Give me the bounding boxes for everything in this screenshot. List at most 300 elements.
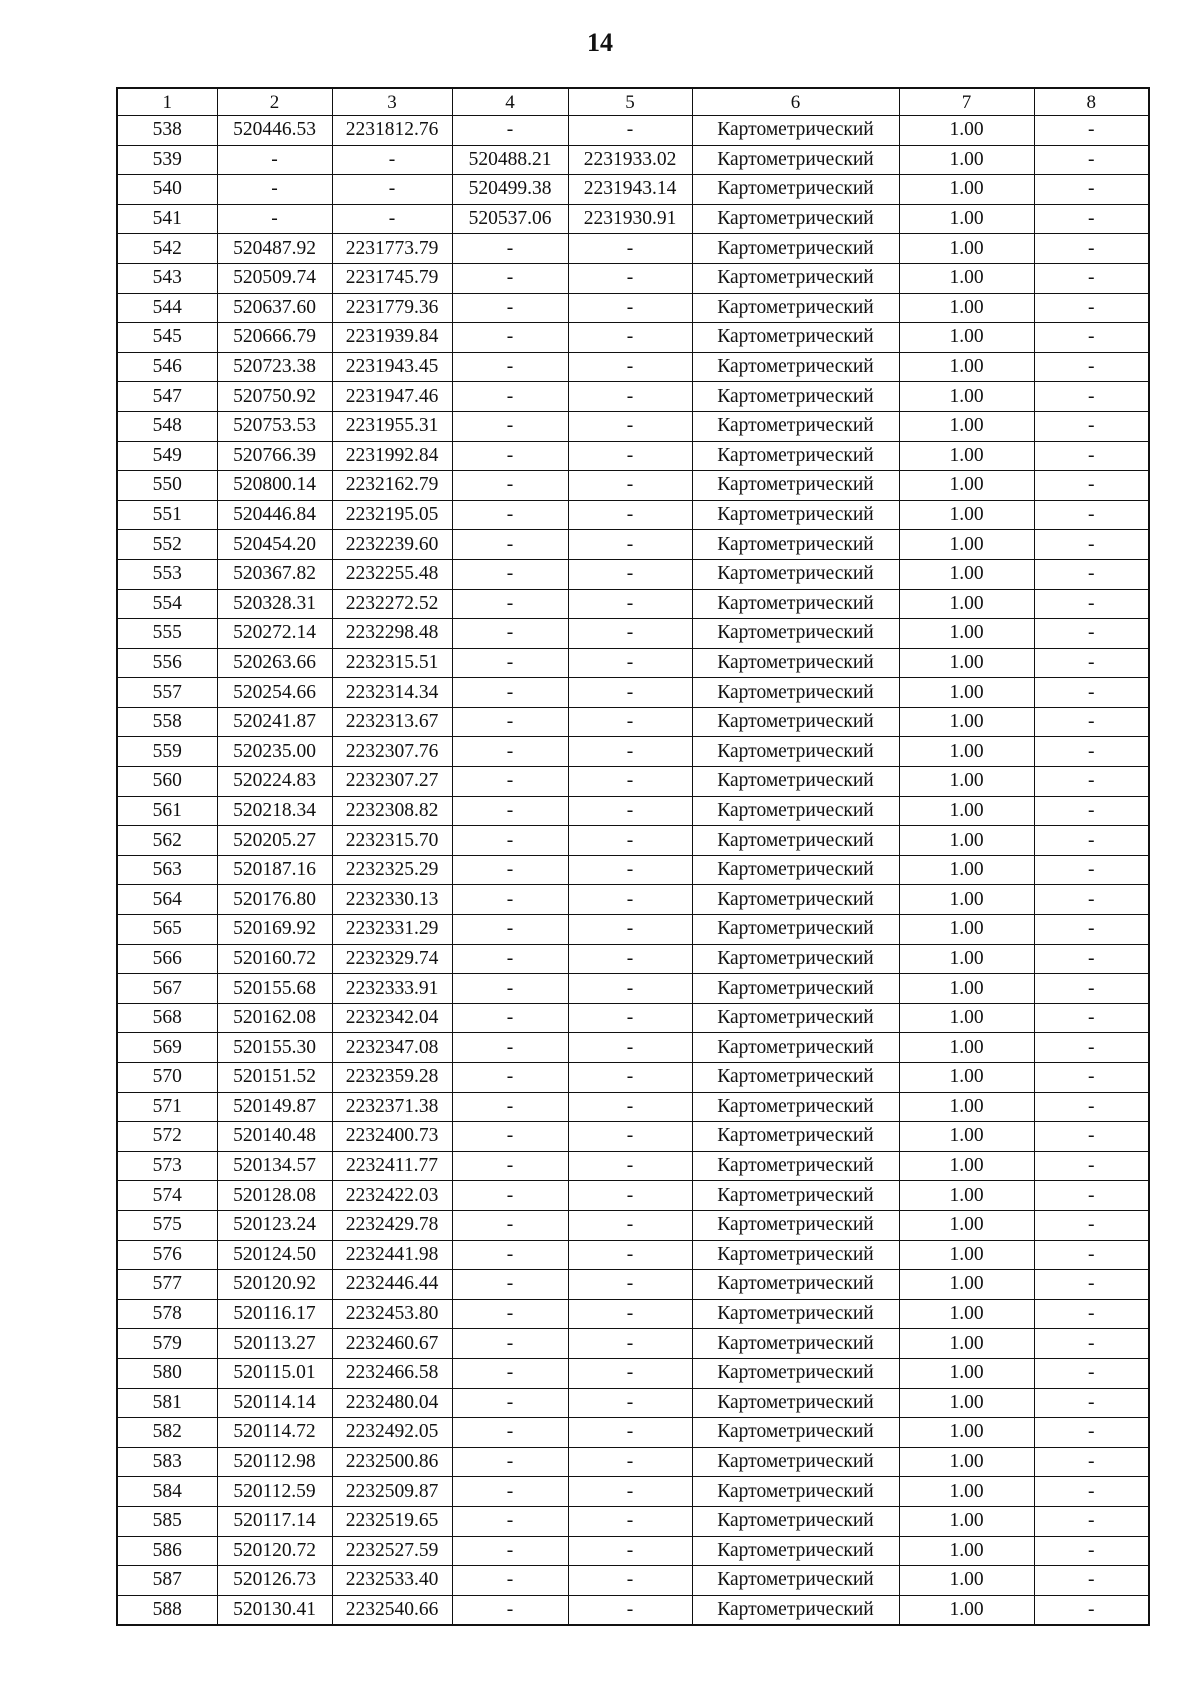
x-coordinate-cell: 520454.20 xyxy=(217,530,332,560)
y-coordinate-cell: 2232331.29 xyxy=(332,915,452,945)
y-coordinate-cell: 2232255.48 xyxy=(332,559,452,589)
x-coordinate-cell: 520117.14 xyxy=(217,1506,332,1536)
note-cell: - xyxy=(1034,1566,1149,1596)
point-number-cell: 550 xyxy=(117,471,217,501)
note-cell: - xyxy=(1034,826,1149,856)
note-cell: - xyxy=(1034,530,1149,560)
table-row xyxy=(117,1595,1149,1625)
y-coordinate-cell: 2232533.40 xyxy=(332,1566,452,1596)
accuracy-cell: 1.00 xyxy=(899,1151,1034,1181)
y-coordinate-cell: 2231779.36 xyxy=(332,293,452,323)
point-number-cell: 578 xyxy=(117,1299,217,1329)
point-number-cell: 588 xyxy=(117,1595,217,1625)
note-cell: - xyxy=(1034,411,1149,441)
table-row xyxy=(117,530,1149,560)
note-cell: - xyxy=(1034,1536,1149,1566)
y-new-cell: - xyxy=(568,826,692,856)
method-cell: Картометрический xyxy=(692,382,899,412)
y-new-cell: - xyxy=(568,767,692,797)
note-cell: - xyxy=(1034,1358,1149,1388)
x-new-cell: - xyxy=(452,826,568,856)
x-coordinate-cell: 520666.79 xyxy=(217,323,332,353)
point-number-cell: 543 xyxy=(117,263,217,293)
accuracy-cell: 1.00 xyxy=(899,678,1034,708)
x-coordinate-cell: 520328.31 xyxy=(217,589,332,619)
y-new-cell: - xyxy=(568,1092,692,1122)
y-coordinate-cell: 2232500.86 xyxy=(332,1447,452,1477)
x-coordinate-cell: 520128.08 xyxy=(217,1181,332,1211)
method-cell: Картометрический xyxy=(692,441,899,471)
x-coordinate-cell: 520114.72 xyxy=(217,1418,332,1448)
note-cell: - xyxy=(1034,1003,1149,1033)
table-row xyxy=(117,826,1149,856)
y-new-cell: - xyxy=(568,323,692,353)
accuracy-cell: 1.00 xyxy=(899,500,1034,530)
table-row xyxy=(117,1447,1149,1477)
x-coordinate-cell: 520753.53 xyxy=(217,411,332,441)
y-new-cell: - xyxy=(568,1181,692,1211)
table-row xyxy=(117,1003,1149,1033)
x-coordinate-cell: 520162.08 xyxy=(217,1003,332,1033)
x-new-cell: - xyxy=(452,974,568,1004)
accuracy-cell: 1.00 xyxy=(899,323,1034,353)
y-coordinate-cell: - xyxy=(332,145,452,175)
note-cell: - xyxy=(1034,263,1149,293)
y-new-cell: - xyxy=(568,1033,692,1063)
x-coordinate-cell: - xyxy=(217,204,332,234)
point-number-cell: 563 xyxy=(117,855,217,885)
y-coordinate-cell: 2232540.66 xyxy=(332,1595,452,1625)
coordinates-table xyxy=(116,87,1150,1626)
note-cell: - xyxy=(1034,116,1149,146)
x-coordinate-cell: 520112.59 xyxy=(217,1477,332,1507)
y-new-cell: - xyxy=(568,1003,692,1033)
method-cell: Картометрический xyxy=(692,767,899,797)
y-new-cell: - xyxy=(568,855,692,885)
y-new-cell: - xyxy=(568,944,692,974)
accuracy-cell: 1.00 xyxy=(899,737,1034,767)
y-coordinate-cell: 2231955.31 xyxy=(332,411,452,441)
x-coordinate-cell: 520263.66 xyxy=(217,648,332,678)
y-new-cell: - xyxy=(568,1151,692,1181)
method-cell: Картометрический xyxy=(692,1329,899,1359)
accuracy-cell: 1.00 xyxy=(899,116,1034,146)
x-new-cell: - xyxy=(452,648,568,678)
y-coordinate-cell: 2231992.84 xyxy=(332,441,452,471)
note-cell: - xyxy=(1034,1447,1149,1477)
note-cell: - xyxy=(1034,678,1149,708)
method-cell: Картометрический xyxy=(692,1122,899,1152)
x-new-cell: - xyxy=(452,441,568,471)
point-number-cell: 565 xyxy=(117,915,217,945)
method-cell: Картометрический xyxy=(692,145,899,175)
table-body xyxy=(117,88,1149,1625)
table-row xyxy=(117,1210,1149,1240)
table-row xyxy=(117,678,1149,708)
note-cell: - xyxy=(1034,1595,1149,1625)
method-cell: Картометрический xyxy=(692,1063,899,1093)
note-cell: - xyxy=(1034,974,1149,1004)
note-cell: - xyxy=(1034,145,1149,175)
method-cell: Картометрический xyxy=(692,1477,899,1507)
y-new-cell: - xyxy=(568,441,692,471)
method-cell: Картометрический xyxy=(692,1240,899,1270)
method-cell: Картометрический xyxy=(692,915,899,945)
y-coordinate-cell: 2231939.84 xyxy=(332,323,452,353)
accuracy-cell: 1.00 xyxy=(899,974,1034,1004)
accuracy-cell: 1.00 xyxy=(899,767,1034,797)
accuracy-cell: 1.00 xyxy=(899,1358,1034,1388)
point-number-cell: 547 xyxy=(117,382,217,412)
point-number-cell: 583 xyxy=(117,1447,217,1477)
x-new-cell: - xyxy=(452,382,568,412)
x-coordinate-cell: 520123.24 xyxy=(217,1210,332,1240)
y-coordinate-cell: 2232330.13 xyxy=(332,885,452,915)
table-row xyxy=(117,263,1149,293)
y-coordinate-cell: 2232162.79 xyxy=(332,471,452,501)
x-coordinate-cell: 520235.00 xyxy=(217,737,332,767)
method-cell: Картометрический xyxy=(692,589,899,619)
x-new-cell: - xyxy=(452,944,568,974)
y-new-cell: - xyxy=(568,1240,692,1270)
note-cell: - xyxy=(1034,1181,1149,1211)
accuracy-cell: 1.00 xyxy=(899,1003,1034,1033)
y-new-cell: - xyxy=(568,559,692,589)
note-cell: - xyxy=(1034,885,1149,915)
note-cell: - xyxy=(1034,648,1149,678)
y-coordinate-cell: 2232315.70 xyxy=(332,826,452,856)
table-row xyxy=(117,619,1149,649)
x-coordinate-cell: 520241.87 xyxy=(217,707,332,737)
note-cell: - xyxy=(1034,323,1149,353)
table-row xyxy=(117,1063,1149,1093)
accuracy-cell: 1.00 xyxy=(899,619,1034,649)
x-new-cell: - xyxy=(452,707,568,737)
y-coordinate-cell: 2232333.91 xyxy=(332,974,452,1004)
point-number-cell: 587 xyxy=(117,1566,217,1596)
method-cell: Картометрический xyxy=(692,855,899,885)
table-row xyxy=(117,1299,1149,1329)
point-number-cell: 560 xyxy=(117,767,217,797)
x-coordinate-cell: 520114.14 xyxy=(217,1388,332,1418)
point-number-cell: 576 xyxy=(117,1240,217,1270)
point-number-cell: 553 xyxy=(117,559,217,589)
x-new-cell: - xyxy=(452,1566,568,1596)
accuracy-cell: 1.00 xyxy=(899,1299,1034,1329)
table-row xyxy=(117,1506,1149,1536)
x-new-cell: - xyxy=(452,1122,568,1152)
note-cell: - xyxy=(1034,737,1149,767)
x-coordinate-cell: 520637.60 xyxy=(217,293,332,323)
column-header: 2 xyxy=(217,88,332,116)
method-cell: Картометрический xyxy=(692,1092,899,1122)
x-coordinate-cell: 520205.27 xyxy=(217,826,332,856)
y-coordinate-cell: - xyxy=(332,175,452,205)
y-new-cell: 2231930.91 xyxy=(568,204,692,234)
x-coordinate-cell: 520151.52 xyxy=(217,1063,332,1093)
table-row xyxy=(117,500,1149,530)
point-number-cell: 546 xyxy=(117,352,217,382)
x-coordinate-cell: 520367.82 xyxy=(217,559,332,589)
y-new-cell: 2231943.14 xyxy=(568,175,692,205)
accuracy-cell: 1.00 xyxy=(899,530,1034,560)
accuracy-cell: 1.00 xyxy=(899,263,1034,293)
accuracy-cell: 1.00 xyxy=(899,1329,1034,1359)
accuracy-cell: 1.00 xyxy=(899,1477,1034,1507)
accuracy-cell: 1.00 xyxy=(899,204,1034,234)
method-cell: Картометрический xyxy=(692,974,899,1004)
table-row xyxy=(117,234,1149,264)
point-number-cell: 549 xyxy=(117,441,217,471)
point-number-cell: 586 xyxy=(117,1536,217,1566)
point-number-cell: 564 xyxy=(117,885,217,915)
x-coordinate-cell: 520723.38 xyxy=(217,352,332,382)
x-new-cell: - xyxy=(452,767,568,797)
note-cell: - xyxy=(1034,1210,1149,1240)
y-new-cell: - xyxy=(568,1210,692,1240)
y-new-cell: - xyxy=(568,500,692,530)
accuracy-cell: 1.00 xyxy=(899,589,1034,619)
accuracy-cell: 1.00 xyxy=(899,1506,1034,1536)
point-number-cell: 555 xyxy=(117,619,217,649)
table-row xyxy=(117,1536,1149,1566)
note-cell: - xyxy=(1034,1270,1149,1300)
y-coordinate-cell: 2232314.34 xyxy=(332,678,452,708)
y-new-cell: - xyxy=(568,707,692,737)
note-cell: - xyxy=(1034,915,1149,945)
point-number-cell: 539 xyxy=(117,145,217,175)
point-number-cell: 548 xyxy=(117,411,217,441)
method-cell: Картометрический xyxy=(692,263,899,293)
page-number: 14 xyxy=(587,28,613,57)
y-coordinate-cell: 2232308.82 xyxy=(332,796,452,826)
x-coordinate-cell: 520487.92 xyxy=(217,234,332,264)
x-coordinate-cell: 520750.92 xyxy=(217,382,332,412)
y-coordinate-cell: 2232195.05 xyxy=(332,500,452,530)
note-cell: - xyxy=(1034,352,1149,382)
x-coordinate-cell: 520800.14 xyxy=(217,471,332,501)
note-cell: - xyxy=(1034,175,1149,205)
table-row xyxy=(117,1033,1149,1063)
y-coordinate-cell: 2232453.80 xyxy=(332,1299,452,1329)
table-row xyxy=(117,915,1149,945)
table-row xyxy=(117,885,1149,915)
accuracy-cell: 1.00 xyxy=(899,796,1034,826)
y-coordinate-cell: 2231947.46 xyxy=(332,382,452,412)
method-cell: Картометрический xyxy=(692,678,899,708)
note-cell: - xyxy=(1034,500,1149,530)
x-new-cell: - xyxy=(452,263,568,293)
x-new-cell: - xyxy=(452,1210,568,1240)
y-new-cell: - xyxy=(568,974,692,1004)
x-new-cell: - xyxy=(452,1092,568,1122)
table-row xyxy=(117,1151,1149,1181)
y-new-cell: - xyxy=(568,1358,692,1388)
y-coordinate-cell: 2232329.74 xyxy=(332,944,452,974)
accuracy-cell: 1.00 xyxy=(899,1210,1034,1240)
accuracy-cell: 1.00 xyxy=(899,293,1034,323)
y-new-cell: - xyxy=(568,1329,692,1359)
y-new-cell: - xyxy=(568,234,692,264)
accuracy-cell: 1.00 xyxy=(899,1063,1034,1093)
method-cell: Картометрический xyxy=(692,1270,899,1300)
x-coordinate-cell: - xyxy=(217,175,332,205)
accuracy-cell: 1.00 xyxy=(899,234,1034,264)
note-cell: - xyxy=(1034,441,1149,471)
point-number-cell: 541 xyxy=(117,204,217,234)
point-number-cell: 562 xyxy=(117,826,217,856)
accuracy-cell: 1.00 xyxy=(899,915,1034,945)
accuracy-cell: 1.00 xyxy=(899,1447,1034,1477)
method-cell: Картометрический xyxy=(692,559,899,589)
method-cell: Картометрический xyxy=(692,1536,899,1566)
table-row xyxy=(117,441,1149,471)
x-new-cell: - xyxy=(452,915,568,945)
table-row xyxy=(117,204,1149,234)
table-row xyxy=(117,855,1149,885)
point-number-cell: 580 xyxy=(117,1358,217,1388)
table-row xyxy=(117,145,1149,175)
accuracy-cell: 1.00 xyxy=(899,352,1034,382)
x-new-cell: - xyxy=(452,796,568,826)
point-number-cell: 558 xyxy=(117,707,217,737)
accuracy-cell: 1.00 xyxy=(899,441,1034,471)
x-coordinate-cell: 520115.01 xyxy=(217,1358,332,1388)
note-cell: - xyxy=(1034,1388,1149,1418)
y-new-cell: - xyxy=(568,1418,692,1448)
method-cell: Картометрический xyxy=(692,1003,899,1033)
y-new-cell: 2231933.02 xyxy=(568,145,692,175)
table-row xyxy=(117,796,1149,826)
note-cell: - xyxy=(1034,204,1149,234)
x-coordinate-cell: 520509.74 xyxy=(217,263,332,293)
x-new-cell: - xyxy=(452,1358,568,1388)
y-coordinate-cell: 2232272.52 xyxy=(332,589,452,619)
accuracy-cell: 1.00 xyxy=(899,1418,1034,1448)
table-row xyxy=(117,737,1149,767)
x-new-cell: - xyxy=(452,559,568,589)
y-coordinate-cell: 2232480.04 xyxy=(332,1388,452,1418)
x-new-cell: - xyxy=(452,1388,568,1418)
x-new-cell: - xyxy=(452,737,568,767)
table-row xyxy=(117,382,1149,412)
method-cell: Картометрический xyxy=(692,1299,899,1329)
accuracy-cell: 1.00 xyxy=(899,648,1034,678)
y-coordinate-cell: 2232519.65 xyxy=(332,1506,452,1536)
y-coordinate-cell: 2232359.28 xyxy=(332,1063,452,1093)
y-new-cell: - xyxy=(568,411,692,441)
note-cell: - xyxy=(1034,1506,1149,1536)
y-coordinate-cell: 2232460.67 xyxy=(332,1329,452,1359)
note-cell: - xyxy=(1034,471,1149,501)
x-new-cell: - xyxy=(452,1536,568,1566)
x-new-cell: - xyxy=(452,1270,568,1300)
table-row xyxy=(117,411,1149,441)
y-new-cell: - xyxy=(568,737,692,767)
x-new-cell: - xyxy=(452,1299,568,1329)
accuracy-cell: 1.00 xyxy=(899,855,1034,885)
x-new-cell: - xyxy=(452,411,568,441)
x-new-cell: - xyxy=(452,1240,568,1270)
method-cell: Картометрический xyxy=(692,796,899,826)
x-new-cell: - xyxy=(452,589,568,619)
method-cell: Картометрический xyxy=(692,352,899,382)
x-new-cell: - xyxy=(452,1447,568,1477)
method-cell: Картометрический xyxy=(692,707,899,737)
x-new-cell: - xyxy=(452,1151,568,1181)
table-row xyxy=(117,1329,1149,1359)
note-cell: - xyxy=(1034,619,1149,649)
point-number-cell: 554 xyxy=(117,589,217,619)
table-row xyxy=(117,1240,1149,1270)
y-coordinate-cell: 2232347.08 xyxy=(332,1033,452,1063)
x-new-cell: 520488.21 xyxy=(452,145,568,175)
x-new-cell: - xyxy=(452,1477,568,1507)
method-cell: Картометрический xyxy=(692,530,899,560)
note-cell: - xyxy=(1034,1092,1149,1122)
table-row xyxy=(117,352,1149,382)
x-new-cell: 520537.06 xyxy=(452,204,568,234)
column-header: 6 xyxy=(692,88,899,116)
method-cell: Картометрический xyxy=(692,1566,899,1596)
method-cell: Картометрический xyxy=(692,944,899,974)
y-coordinate-cell: 2232527.59 xyxy=(332,1536,452,1566)
accuracy-cell: 1.00 xyxy=(899,175,1034,205)
x-new-cell: - xyxy=(452,1181,568,1211)
x-coordinate-cell: 520160.72 xyxy=(217,944,332,974)
y-new-cell: - xyxy=(568,1447,692,1477)
accuracy-cell: 1.00 xyxy=(899,1566,1034,1596)
x-coordinate-cell: 520124.50 xyxy=(217,1240,332,1270)
accuracy-cell: 1.00 xyxy=(899,1033,1034,1063)
x-coordinate-cell: 520272.14 xyxy=(217,619,332,649)
note-cell: - xyxy=(1034,382,1149,412)
method-cell: Картометрический xyxy=(692,293,899,323)
accuracy-cell: 1.00 xyxy=(899,145,1034,175)
method-cell: Картометрический xyxy=(692,737,899,767)
y-new-cell: - xyxy=(568,471,692,501)
table-row xyxy=(117,1566,1149,1596)
point-number-cell: 552 xyxy=(117,530,217,560)
x-new-cell: 520499.38 xyxy=(452,175,568,205)
table-row xyxy=(117,1418,1149,1448)
y-coordinate-cell: 2232492.05 xyxy=(332,1418,452,1448)
method-cell: Картометрический xyxy=(692,1595,899,1625)
x-new-cell: - xyxy=(452,471,568,501)
y-coordinate-cell: 2232371.38 xyxy=(332,1092,452,1122)
note-cell: - xyxy=(1034,1477,1149,1507)
point-number-cell: 567 xyxy=(117,974,217,1004)
point-number-cell: 540 xyxy=(117,175,217,205)
note-cell: - xyxy=(1034,1122,1149,1152)
x-new-cell: - xyxy=(452,1418,568,1448)
table-row xyxy=(117,1181,1149,1211)
note-cell: - xyxy=(1034,855,1149,885)
note-cell: - xyxy=(1034,293,1149,323)
table-row xyxy=(117,944,1149,974)
note-cell: - xyxy=(1034,1418,1149,1448)
method-cell: Картометрический xyxy=(692,204,899,234)
point-number-cell: 579 xyxy=(117,1329,217,1359)
table-row xyxy=(117,175,1149,205)
method-cell: Картометрический xyxy=(692,500,899,530)
y-coordinate-cell: 2232466.58 xyxy=(332,1358,452,1388)
accuracy-cell: 1.00 xyxy=(899,1122,1034,1152)
x-new-cell: - xyxy=(452,1003,568,1033)
y-new-cell: - xyxy=(568,1506,692,1536)
x-new-cell: - xyxy=(452,1063,568,1093)
method-cell: Картометрический xyxy=(692,1033,899,1063)
